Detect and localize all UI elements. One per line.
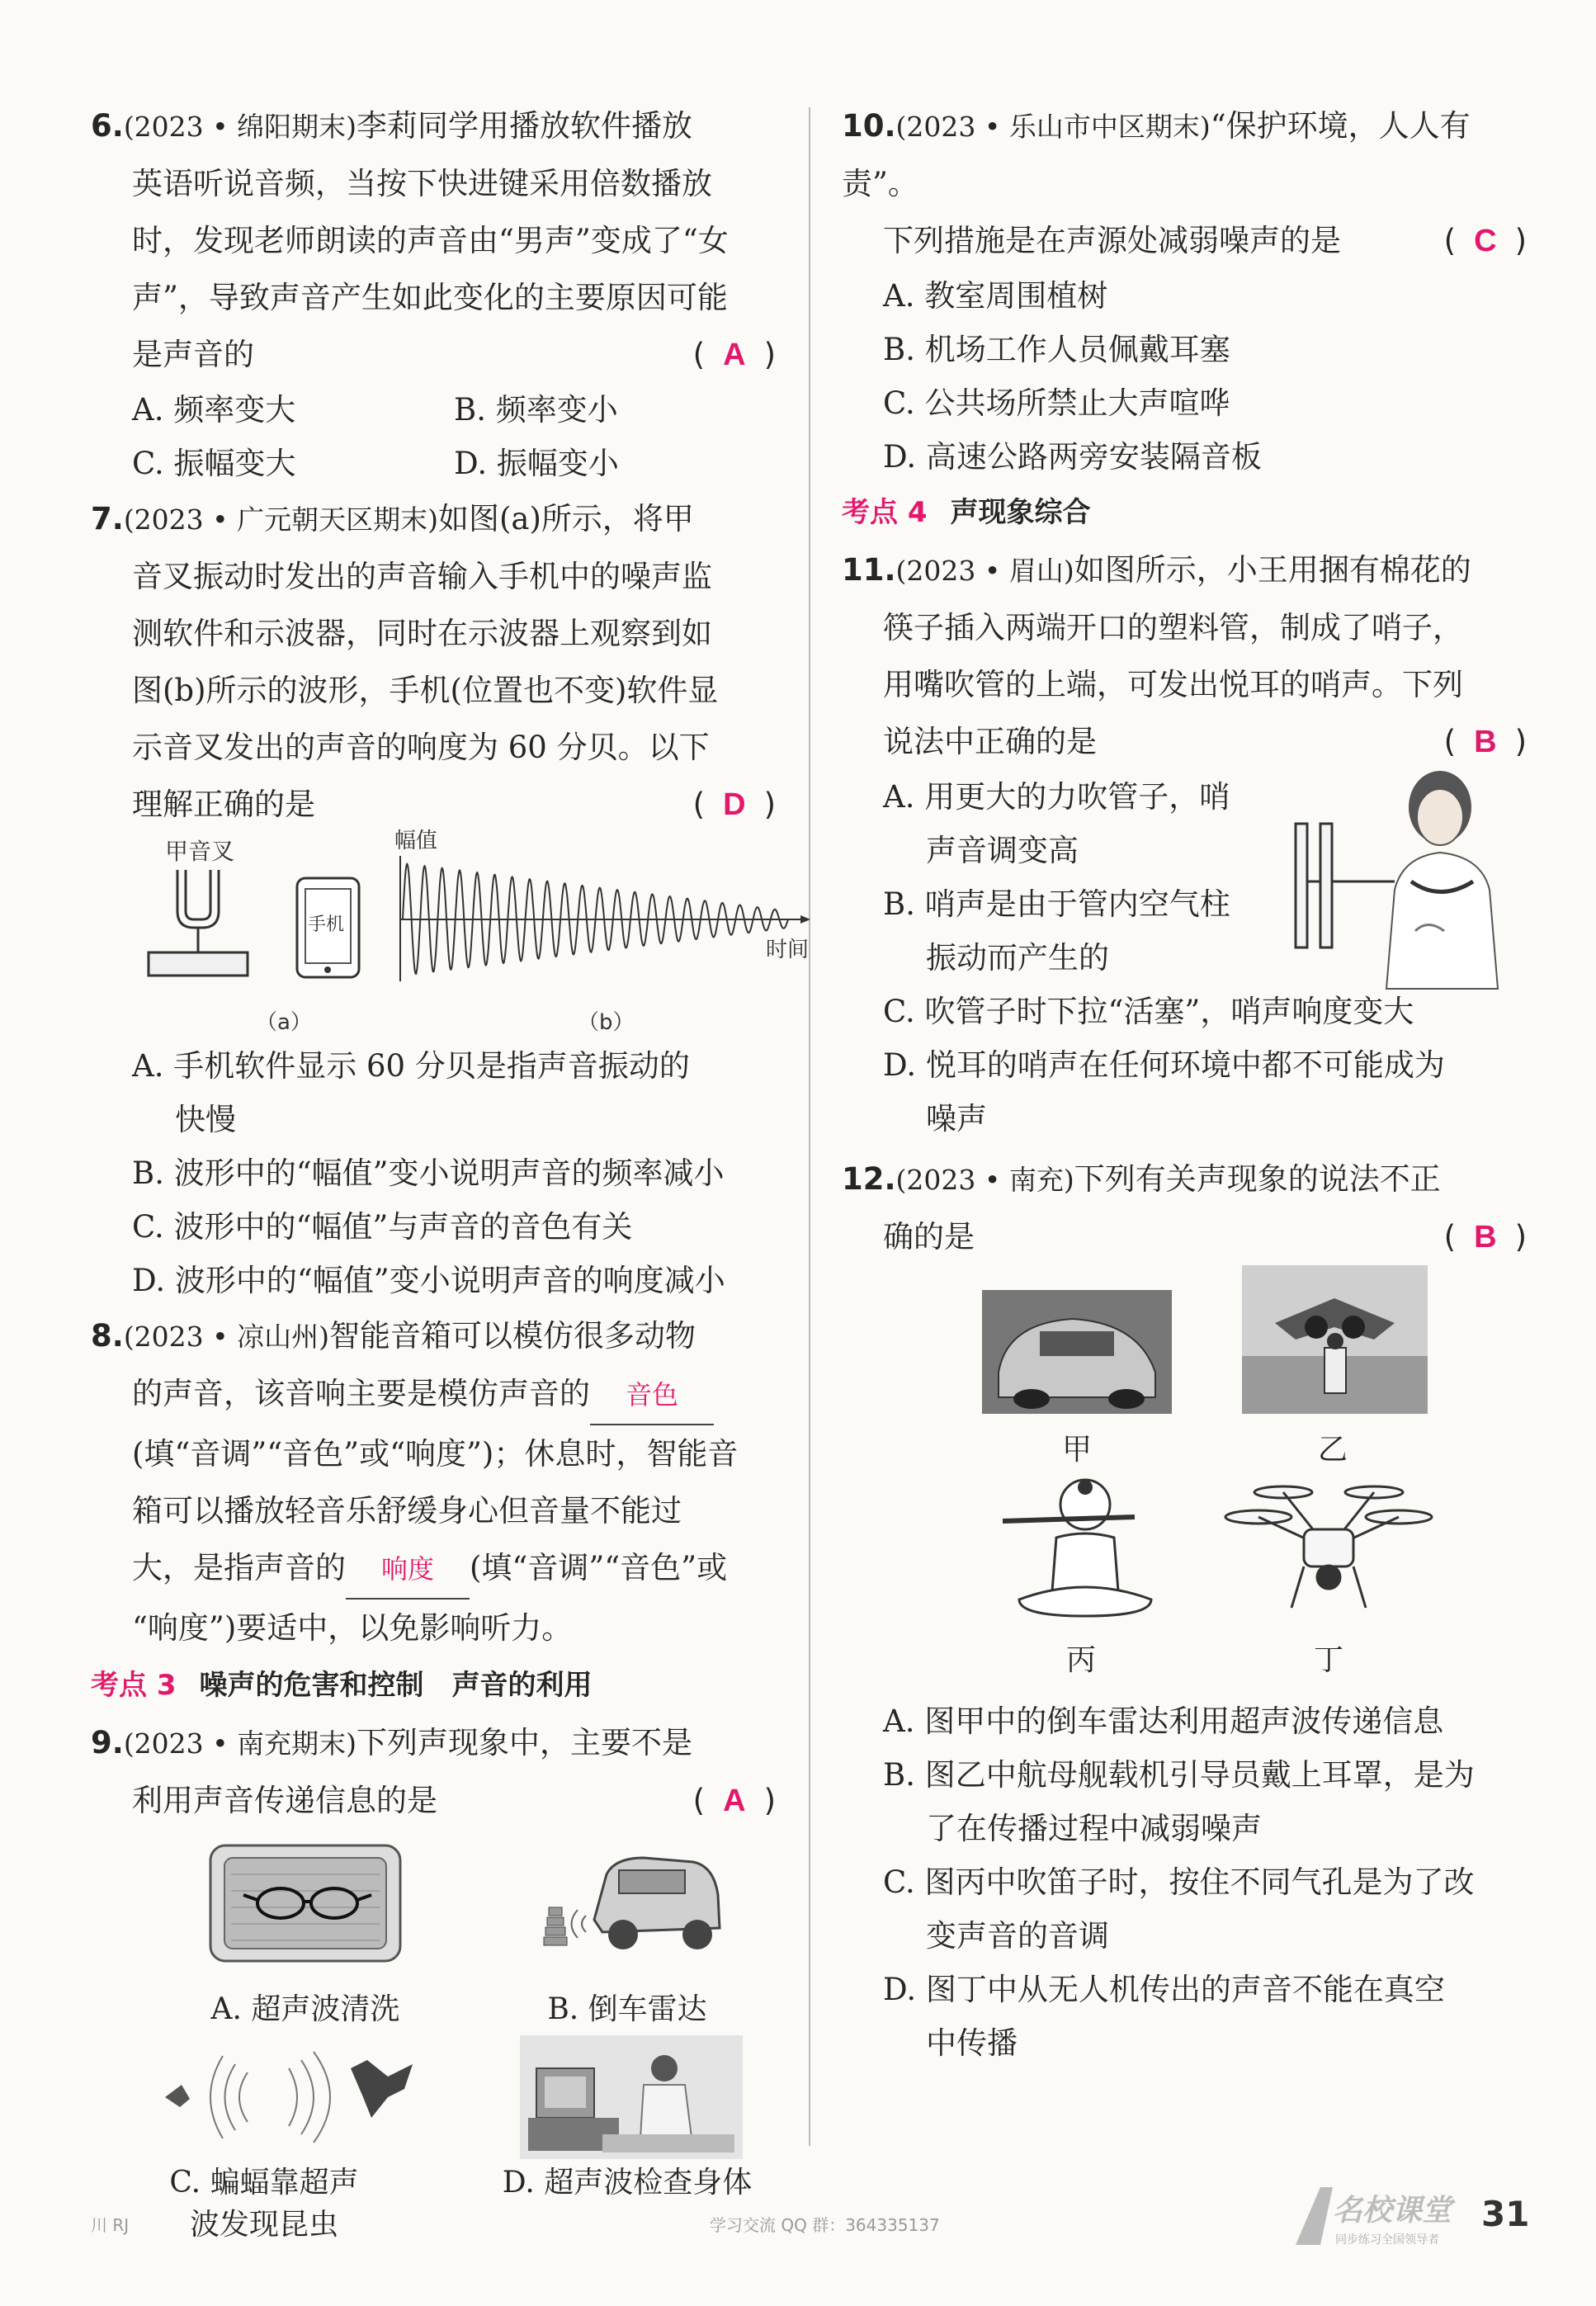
option-text-cont: 声音调变高 <box>926 833 1079 868</box>
girl-illustration <box>1386 771 1498 989</box>
option-c: C. 公共场所禁止大声喧哗 <box>883 385 1230 421</box>
question-text: “响度”)要适中，以免影响听力。 <box>132 1610 573 1646</box>
question-source: (2023 • 绵阳期末) <box>123 111 357 143</box>
ultrasound-exam-image <box>520 2035 743 2159</box>
caption-c <box>149 2159 380 2243</box>
question-text-last <box>842 212 1527 269</box>
caption-b: （b） <box>578 1010 635 1035</box>
question-text: 的声音，该音响主要是模仿声音的 <box>132 1376 590 1411</box>
answer-bracket: ( C ) <box>1443 223 1527 258</box>
option-text: B. 图乙中航母舰载机引导员戴上耳罩，是为 <box>883 1757 1475 1793</box>
section-heading-3 <box>91 1656 776 1714</box>
question-source: (2023 • 广元朝天区期末) <box>123 503 438 536</box>
question-number: 10. <box>842 108 896 144</box>
option-text: D. 波形中的“幅值”变小说明声音的响度减小 <box>132 1263 725 1298</box>
answer-bracket: ( B ) <box>1443 1219 1527 1255</box>
caption-b: B. 倒车雷达 <box>547 1992 707 2026</box>
option-text-cont: 振动而产生的 <box>926 940 1109 976</box>
question-text: 大，是指声音的 <box>132 1550 346 1585</box>
options-row <box>91 383 776 437</box>
option-d <box>91 1254 776 1307</box>
question-text: 图(b)所示的波形，手机(位置也不变)软件显 <box>132 673 719 708</box>
brand-a-mark <box>1296 2187 1333 2245</box>
blank-answer-2[interactable]: 响度 <box>346 1541 470 1600</box>
caption-bing: 丙 <box>1065 1643 1096 1677</box>
caption-a: （a） <box>256 1010 312 1035</box>
option-a: A. 教室周围植树 <box>883 278 1108 314</box>
answer-bracket: ( D ) <box>692 787 776 822</box>
option-text: D. 悦耳的哨声在任何环境中都不可能成为 <box>883 1047 1445 1083</box>
q9-figures <box>91 1829 776 2250</box>
option-b <box>91 1146 776 1200</box>
option-text: A. 用更大的力吹管子，哨 <box>883 779 1230 815</box>
answer-bracket: ( A ) <box>692 337 776 372</box>
option-text-cont: 变声音的音调 <box>926 1918 1109 1954</box>
answer-letter: C <box>1474 224 1497 258</box>
question-text-last <box>883 713 1527 770</box>
option-text: C. 吹管子时下拉“活塞”，哨声响度变大 <box>883 994 1414 1029</box>
question-text: 声”，导致声音产生如此变化的主要原因可能 <box>132 280 728 315</box>
answer-letter: D <box>723 787 746 822</box>
option-d <box>842 1963 1527 2070</box>
question-text: 利用声音传递信息的是 <box>132 1783 437 1818</box>
insect-icon <box>165 2085 190 2107</box>
option-c: C. 振幅变大 <box>132 446 296 481</box>
question-source: (2023 • 乐山市中区期末) <box>895 111 1211 143</box>
question-text: 筷子插入两端开口的塑料管，制成了哨子， <box>883 610 1463 645</box>
left-column <box>91 97 810 2250</box>
option-d <box>842 1038 1527 1146</box>
question-body <box>842 599 1527 770</box>
page-number: 31 <box>1481 2194 1530 2234</box>
brand-logo <box>1287 2179 1502 2253</box>
answer-letter: A <box>723 1784 746 1818</box>
question-10 <box>842 97 1527 269</box>
answer-bracket: ( A ) <box>692 1783 776 1818</box>
question-text: 智能音箱可以模仿很多动物 <box>329 1318 696 1354</box>
option-text: B. 哨声是由于管内空气柱 <box>883 886 1230 922</box>
question-text: 测软件和示波器，同时在示波器上观察到如 <box>132 616 712 651</box>
section-tag: 考点 3 <box>91 1669 177 1702</box>
option-c <box>842 985 1527 1038</box>
question-text: 是声音的 <box>132 337 254 372</box>
question-text: 李莉同学用播放软件播放 <box>357 108 692 144</box>
option-b: B. 频率变小 <box>454 392 618 428</box>
question-7 <box>91 490 776 833</box>
section-heading-4 <box>842 484 1527 541</box>
bat-echolocation-image <box>140 2039 437 2155</box>
option-d: D. 振幅变小 <box>454 446 619 481</box>
question-text: 时，发现老师朗读的声音由“男声”变成了“女 <box>132 223 729 258</box>
option-a <box>842 1694 1527 1748</box>
question-source: (2023 • 凉山州) <box>123 1321 329 1353</box>
question-text-last <box>91 1772 776 1829</box>
question-body <box>91 155 776 383</box>
caption-c-line1: C. 蝙蝠靠超声 <box>169 2166 359 2200</box>
question-source: (2023 • 南充) <box>895 1164 1074 1196</box>
option-text: C. 波形中的“幅值”与声音的音色有关 <box>132 1209 633 1245</box>
question-text: 如图(a)所示，将甲 <box>438 501 694 536</box>
section-title: 噪声的危害和控制 声音的利用 <box>199 1669 593 1702</box>
option-text: A. 图甲中的倒车雷达利用超声波传递信息 <box>883 1704 1444 1739</box>
section-title: 声现象综合 <box>950 496 1091 529</box>
q12-figures <box>842 1265 1527 1694</box>
question-text-last <box>132 776 776 833</box>
question-text-last <box>842 1208 1527 1265</box>
column-divider <box>809 107 810 2146</box>
question-source: (2023 • 南充期末) <box>123 1727 357 1760</box>
question-11 <box>842 541 1527 770</box>
question-number: 6. <box>91 108 124 144</box>
figure-tuning-fork-waveform <box>132 829 810 1039</box>
question-text: (填“音调”“音色”或“响度”)；休息时，智能音 <box>132 1436 739 1472</box>
answer-letter: B <box>1474 725 1497 759</box>
footer-qq-group: 学习交流 QQ 群：364335137 <box>710 2215 940 2235</box>
option-a: A. 频率变大 <box>132 392 296 428</box>
question-text: 如图所示，小王用捆有棉花的 <box>1074 552 1471 588</box>
question-text: “保护环境，人人有责”。 <box>842 108 1471 201</box>
caption-c-line2: 波发现昆虫 <box>189 2208 338 2242</box>
answer-letter: B <box>1474 1220 1497 1255</box>
question-text-line <box>132 1365 776 1425</box>
options-row <box>91 437 776 490</box>
question-number: 12. <box>842 1161 896 1197</box>
option-c <box>842 1855 1527 1963</box>
question-6 <box>91 97 776 383</box>
option-d: D. 高速公路两旁安装隔音板 <box>883 439 1262 475</box>
x-axis-label: 时间 <box>766 938 810 962</box>
right-column <box>842 97 1527 2070</box>
option-text: C. 图丙中吹笛子时，按住不同气孔是为了改 <box>883 1864 1475 1900</box>
question-text: 确的是 <box>883 1219 975 1255</box>
whistle-girl-image <box>1279 766 1527 989</box>
option-text-cont: 快慢 <box>175 1102 236 1137</box>
question-body <box>91 548 776 833</box>
footer-edition: 川 RJ <box>91 2215 130 2235</box>
footer-brand <box>1287 2179 1502 2256</box>
question-text: 示音叉发出的声音的响度为 60 分贝。以下 <box>132 730 710 765</box>
caption-a: A. 超声波清洗 <box>210 1992 400 2026</box>
caption-yi: 乙 <box>1317 1433 1348 1467</box>
answer-bracket: ( B ) <box>1443 724 1527 759</box>
tuning-fork-icon <box>149 870 248 976</box>
q11-options-with-figure <box>842 770 1527 985</box>
question-12 <box>842 1151 1527 1265</box>
figure-svg <box>132 829 810 1039</box>
question-text: (填“音调”“音色”或 <box>470 1550 728 1585</box>
option-b: B. 机场工作人员佩戴耳塞 <box>883 332 1230 367</box>
question-text: 用嘴吹管的上端，可发出悦耳的哨声。下列 <box>883 667 1463 702</box>
whistle-icon <box>1296 824 1395 947</box>
option-b <box>842 1748 1527 1855</box>
question-text: 说法中正确的是 <box>883 724 1097 759</box>
option-text: B. 波形中的“幅值”变小说明声音的频率减小 <box>132 1155 725 1191</box>
caption-jia: 甲 <box>1061 1433 1092 1467</box>
question-text: 箱可以播放轻音乐舒缓身心但音量不能过 <box>132 1493 682 1529</box>
option-c <box>91 1200 776 1254</box>
blank-answer-1[interactable]: 音色 <box>590 1367 714 1425</box>
section-tag: 考点 4 <box>842 496 928 529</box>
flute-player-image <box>986 1467 1176 1624</box>
option-text: A. 手机软件显示 60 分贝是指声音振动的 <box>132 1048 690 1084</box>
option-text-cont: 了在传播过程中减弱噪声 <box>926 1811 1262 1846</box>
question-source: (2023 • 眉山) <box>895 555 1074 587</box>
question-text-last <box>132 326 776 383</box>
option-a <box>91 1039 776 1146</box>
brand-name: 名校课堂 <box>1333 2194 1452 2228</box>
question-number: 8. <box>91 1318 124 1354</box>
car-radar-image <box>982 1290 1172 1414</box>
caption-ding: 丁 <box>1313 1643 1343 1677</box>
reversing-radar-image <box>528 1829 726 1969</box>
caption-d: D. 超声波检查身体 <box>502 2166 753 2200</box>
question-text: 下列措施是在声源处减弱噪声的是 <box>883 223 1341 258</box>
bat-icon <box>351 2060 413 2118</box>
question-8 <box>91 1307 776 1656</box>
option-text: D. 图丁中从无人机传出的声音不能在真空 <box>883 1972 1445 2007</box>
question-number: 11. <box>842 552 896 588</box>
question-body <box>91 1365 776 1656</box>
question-number: 9. <box>91 1725 124 1760</box>
answer-letter: A <box>723 338 746 372</box>
question-text: 音叉振动时发出的声音输入手机中的噪声监 <box>132 559 712 594</box>
fork-label: 甲音叉 <box>165 838 235 865</box>
question-text: 英语听说音频，当按下快进键采用倍数播放 <box>132 166 712 201</box>
question-text: 下列有关声现象的说法不正 <box>1074 1161 1441 1197</box>
flute-icon <box>1003 1517 1135 1521</box>
question-text: 理解正确的是 <box>132 787 315 822</box>
drone-image <box>1221 1472 1436 1620</box>
phone-label: 手机 <box>308 914 345 935</box>
y-axis-label: 幅值 <box>394 829 438 853</box>
question-text: 下列声现象中，主要不是 <box>357 1725 692 1760</box>
carrier-deck-image <box>1242 1265 1428 1414</box>
option-text-cont: 中传播 <box>926 2025 1018 2061</box>
brand-subtitle: 同步练习全国领导者 <box>1335 2233 1439 2247</box>
question-number: 7. <box>91 501 124 536</box>
option-text-cont: 噪声 <box>926 1101 987 1136</box>
ultrasonic-cleaner-image <box>206 1837 404 1969</box>
question-9 <box>91 1714 776 1829</box>
question-text-line <box>132 1539 776 1600</box>
